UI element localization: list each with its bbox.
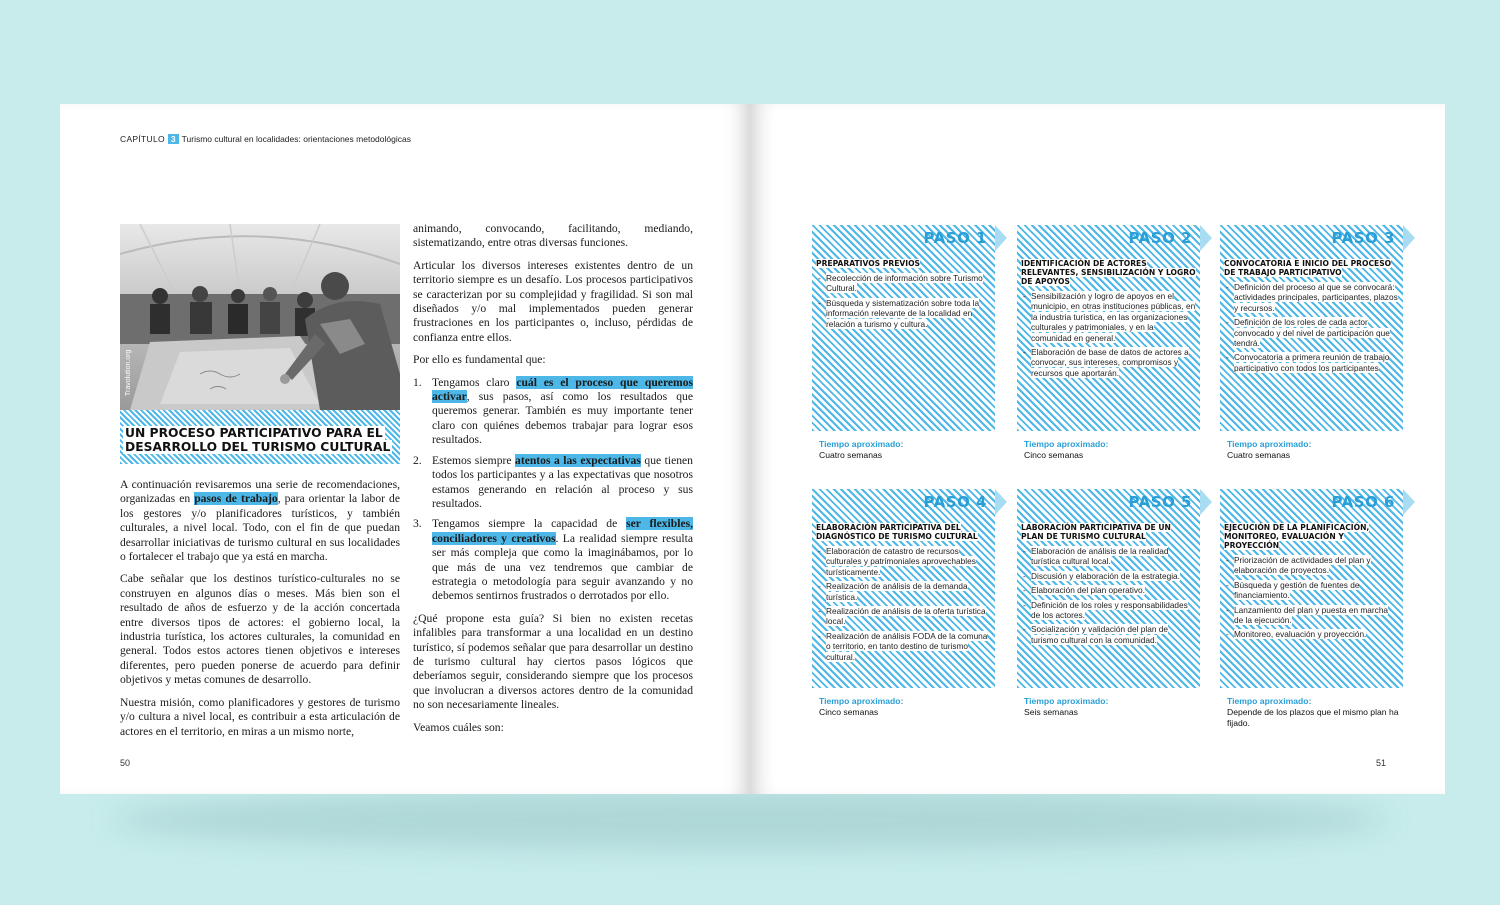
step-title: PREPARATIVOS PREVIOS	[816, 259, 921, 268]
photo-credit: Travolution.org	[125, 349, 132, 396]
step-title: LABORACIÓN PARTICIPATIVA DE UN PLAN DE TURISMO CULTURAL	[1021, 523, 1171, 541]
page-number-left: 50	[120, 758, 131, 768]
step-title: ELABORACIÓN PARTICIPATIVA DEL DIAGNÓSTICO DE TURISMO CULTURAL	[816, 523, 978, 541]
highlight: ser flexibles, conciliadores y creativos	[432, 517, 694, 545]
highlight: cuál es el proceso que queremos activar	[432, 375, 693, 404]
book-shadow	[110, 790, 1390, 850]
step-card-1	[812, 225, 995, 461]
list-item: - Búsqueda y gestión de fuentes de financiamiento.	[1234, 580, 1399, 601]
list-item: - Realización de análisis FODA de la comuna o territorio, en tanto destino de turismo cultural.	[826, 631, 991, 662]
step-time: Tiempo aproximado: Cinco semanas	[1024, 439, 1109, 460]
list-item: - Definición de los roles de cada actor convocado y del nivel de participación que tendrá.	[1234, 317, 1399, 348]
list-item: - Definición de los roles y responsabilidades de los actores.	[1031, 600, 1196, 621]
step-time: Tiempo aproximado: Cuatro semanas	[819, 439, 904, 460]
list-item: - Monitoreo, evaluación y proyección.	[1234, 629, 1399, 639]
step-number: PASO 5	[1128, 493, 1192, 511]
paragraph: Veamos cuáles son:	[413, 720, 504, 734]
list-item: - Búsqueda y sistematización sobre toda la información relevante de la localidad en relación a turismo y cultura.	[826, 298, 991, 329]
section-title: UN PROCESO PARTICIPATIVO PARA EL DESARROLLO DEL TURISMO CULTURAL	[125, 426, 391, 454]
list-item: 3. Tengamos siempre la capacidad de ser flexibles, conciliadores y creativos. La realidad siempre resulta ser más compleja que como la imaginábamos, por lo que más de una vez tendremos que cambiar de estrategia o metodología para seguir avanzando y no debemos sentirnos frustrados o derrotados por ello.	[413, 517, 694, 603]
list-item: - Definición del proceso al que se convocará: actividades principales, participantes, plazos y recursos.	[1234, 282, 1399, 313]
list-item: 2. Estemos siempre atentos a las expectativas que tienen todos los participantes y a las expectativas que nosotros estamos generando en relación al proceso y sus resultados.	[413, 453, 693, 510]
chapter-title: Turismo cultural en localidades: orientaciones metodológicas	[181, 134, 411, 144]
step-number: PASO 1	[923, 229, 987, 247]
list-item: - Recolección de información sobre Turismo Cultural.	[826, 273, 991, 294]
list-item: - Elaboración de análisis de la realidad turística cultural local.	[1031, 546, 1196, 567]
list-item: - Convocatoria a primera reunión de trabajo participativo con todos los participantes	[1234, 352, 1399, 373]
list-item: - Sensibilización y logro de apoyos en el municipio, en otras instituciones públicas, en la industria turística, en las organizaciones culturales y patrimoniales, y en la comunidad en general.	[1031, 291, 1196, 343]
step-bullets	[1224, 282, 1399, 373]
step-card-6	[1220, 489, 1403, 729]
step-card-4	[812, 489, 995, 718]
paragraph: Por ello es fundamental que:	[413, 353, 546, 367]
list-item: - Elaboración del plan operativo.	[1031, 585, 1196, 595]
step-card-5	[1017, 489, 1200, 718]
chapter-number: 3	[168, 134, 179, 144]
left-page	[60, 104, 750, 794]
step-title: CONVOCATORIA E INICIO DEL PROCESO DE TRABAJO PARTICIPATIVO	[1224, 259, 1392, 277]
step-title: IDENTIFICACIÓN DE ACTORES RELEVANTES, SENSIBILIZACIÓN Y LOGRO DE APOYOS	[1021, 259, 1196, 286]
right-page	[750, 104, 1445, 794]
workshop-photo	[120, 224, 400, 410]
paragraph: A continuación revisaremos una serie de recomendaciones, organizadas en pasos de trabajo, para orientar la labor de los gestores y/o planificadores turísticos, y también culturales, a nivel local. Todo, con el fin de que puedan desarrollar iniciativas de turismo cultural en sus localidades o fortalecer el trabajo que ya está en marcha.	[120, 478, 400, 564]
left-column	[120, 478, 400, 747]
right-column	[413, 222, 693, 743]
list-item: - Lanzamiento del plan y puesta en marcha de la ejecución.	[1234, 605, 1399, 626]
step-bullets	[1021, 291, 1196, 378]
page-number-right: 51	[1376, 758, 1387, 768]
step-time: Tiempo aproximado: Depende de los plazos que el mismo plan ha fijado.	[1227, 696, 1399, 728]
step-bullets	[816, 273, 991, 329]
paragraph: Cabe señalar que los destinos turístico-culturales no se construyen en algunos días o meses. Más bien son el resultado de años de esfuerzo y de la acción concertada entre diversos tipos de actores: el gobierno local, la industria turística, los actores culturales, la comunidad en general. Todos estos actores tienen objetivos e intereses diferentes, pero pueden ponerse de acuerdo para definir objetivos y metas comunes de desarrollo.	[120, 572, 400, 687]
section-title-box	[120, 410, 400, 464]
list-item: - Elaboración de catastro de recursos culturales y patrimoniales aprovechables turísticamente.	[826, 546, 991, 577]
step-title: EJECUCIÓN DE LA PLANIFICACIÓN, MONITOREO, EVALUACIÓN Y PROYECCIÓN	[1224, 523, 1370, 550]
step-time: Tiempo aproximado: Cinco semanas	[819, 696, 904, 717]
paragraph: ¿Qué propone esta guía? Si bien no existen recetas infalibles para transformar a una localidad en un destino turístico, sí podemos señalar que para desarrollar un destino de turismo cultural hay ciertos pasos lógicos que deberíamos seguir, considerando siempre que los procesos que involucran a diversos actores dentro de la comunidad no son necesariamente lineales.	[413, 611, 693, 712]
step-number: PASO 4	[923, 493, 987, 511]
step-bullets	[816, 546, 991, 662]
list-item: - Discusión y elaboración de la estrategia.	[1031, 571, 1196, 581]
step-number: PASO 3	[1331, 229, 1395, 247]
chapter-label: CAPÍTULO	[120, 134, 165, 144]
step-card-2	[1017, 225, 1200, 461]
step-time: Tiempo aproximado: Seis semanas	[1024, 696, 1109, 717]
paragraph: animando, convocando, facilitando, mediando, sistematizando, entre otras diversas funciones.	[413, 222, 693, 250]
highlight: atentos a las expectativas	[515, 453, 641, 467]
step-time: Tiempo aproximado: Cuatro semanas	[1227, 439, 1312, 460]
step-number: PASO 6	[1331, 493, 1395, 511]
paragraph: Nuestra misión, como planificadores y gestores de turismo y/o cultura a nivel local, es contribuir a esta articulación de actores en el territorio, en miras a un mismo norte,	[120, 695, 400, 738]
list-item: 1. Tengamos claro cuál es el proceso que queremos activar, sus pasos, así como los resultados que queremos generar. También es muy importante tener claro con quiénes debemos trabajar para lograr esos resultados.	[413, 375, 693, 447]
list-item: - Socialización y validación del plan de turismo cultural con la comunidad.	[1031, 624, 1196, 645]
numbered-list	[413, 376, 693, 604]
highlight: pasos de trabajo	[194, 492, 278, 506]
step-number: PASO 2	[1128, 229, 1192, 247]
list-item: - Elaboración de base de datos de actores a convocar, sus intereses, compromisos y recursos que aportarán.	[1031, 347, 1196, 378]
step-bullets	[1224, 555, 1399, 640]
running-header	[120, 134, 411, 144]
workshop-photo-image	[120, 224, 400, 410]
paragraph: Articular los diversos intereses existentes dentro de un territorio siempre es un desafío. Los procesos participativos se caracterizan por su complejidad y fragilidad. Si son mal diseñados y/o mal implementados pueden generar frustraciones en los participantes o, incluso, pérdidas de confianza entre ellos.	[413, 258, 693, 344]
list-item: - Realización de análisis de la oferta turística local.	[826, 606, 991, 627]
step-bullets	[1021, 546, 1196, 645]
list-item: - Priorización de actividades del plan y elaboración de proyectos.	[1234, 555, 1399, 576]
list-item: - Realización de análisis de la demanda turística.	[826, 581, 991, 602]
step-card-3	[1220, 225, 1403, 461]
